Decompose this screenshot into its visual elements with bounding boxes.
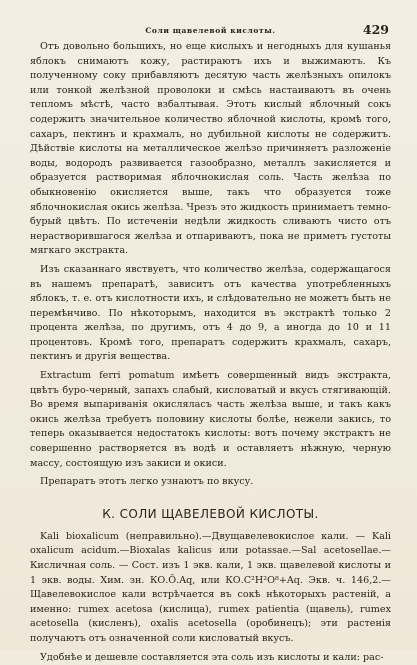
paragraph: Отъ довольно большихъ, но еще кислыхъ и негодныхъ для кушанья яблокъ снимаютъ кожу, растираютъ ихъ и выжимаютъ. Къ полученному соку прибавляютъ десятую часть желѣзныхъ опилокъ или тонкой желѣзной проволоки и смѣсь настаиваютъ въ очень тепломъ мѣстѣ, часто взбалтывая. Этотъ кислый яблочный сокъ содержитъ значительное количество яблочной кислоты, кромѣ того, сахаръ, пектинъ и крахмалъ, но дубильной кислоты не содержитъ. Дѣйствіе кислоты на металлическое желѣзо причиняетъ разложеніе воды, водородъ развивается газообразно, металлъ закисляется и образуется растворимая яблочнокислая соль. Часть желѣза по обыкновенію окисляется выше, такъ что образуется тоже яблочнокислая окись желѣза. Чрезъ это жидкость принимаетъ темно-бурый цвѣтъ. По истеченіи недѣли жидкость сливаютъ чисто отъ нерастворившагося желѣза и отпариваютъ, пока не приметъ густоты мягкаго экстракта. — [30, 41, 391, 257]
running-title: Соли щавелевой кислоты. — [145, 26, 276, 35]
paragraph: Kali bioxalicum (неправильно).—Двущавелевокислое кали. — Kali oxalicum acidum.—Bioxalas kalicus или potassae.—Sal acetosellae.— Кисличная соль. — Сост. изъ 1 экв. кали, 1 экв. щавелевой кислоты и 1 экв. воды. Хим. зн. КО.Ō.Aq, или КО.C²H²O⁸+Aq. Экв. ч. 146,2.— Щавелевокислое кали встрѣчается въ сокѣ нѣкоторыхъ растеній, а именно: rumex acetosa (кислица), rumex patientia (щавель), rumex acetosella (кисленъ), oxalis acetosella (оробинецъ); эти растенія получаютъ отъ означенной соли кисловатый вкусъ. — [30, 530, 391, 644]
paragraph: Препаратъ этотъ легко узнаютъ по вкусу. — [40, 476, 254, 488]
paragraph: Extractum ferri pomatum имѣетъ совершенный видъ экстракта, цвѣтъ буро-черный, запахъ слабый, кисловатый и вкусъ стягивающій. Во время выпариванія окисляласъ часть желѣза выше, и такъ какъ окись желѣза требуетъ половину кислоты болѣе, нежели закись, то теперь оказывается недостатокъ кислоты: вотъ почему экстрактъ не совершенно растворяется въ водѣ и оставляетъ нѣжную, черную массу, состоящую изъ закиси и окиси. — [30, 370, 391, 469]
paragraph: Удобнѣе и дешевле составляется эта соль изъ кислоты и кали: рас- — [40, 651, 384, 663]
page-number: 429 — [362, 22, 389, 37]
section-text — [30, 530, 391, 665]
paragraph: Изъ сказаннаго явствуетъ, что количество желѣза, содержащагося въ нашемъ препаратѣ, зависитъ отъ качества употребленныхъ яблокъ, т. е. отъ кислотности ихъ, и слѣдовательно не можетъ быть не перемѣнчиво. По нѣкоторымъ, находится въ экстрактѣ только 2 процента желѣза, по другимъ, отъ 4 до 9, а иногда до 10 и 11 процентовъ. Кромѣ того, препаратъ содержитъ крахмалъ, сахаръ, пектинъ и другія вещества. — [30, 263, 391, 363]
running-head — [30, 22, 391, 40]
main-text — [30, 40, 391, 490]
section-heading: К. СОЛИ ЩАВЕЛЕВОЙ КИСЛОТЫ. — [102, 506, 319, 521]
